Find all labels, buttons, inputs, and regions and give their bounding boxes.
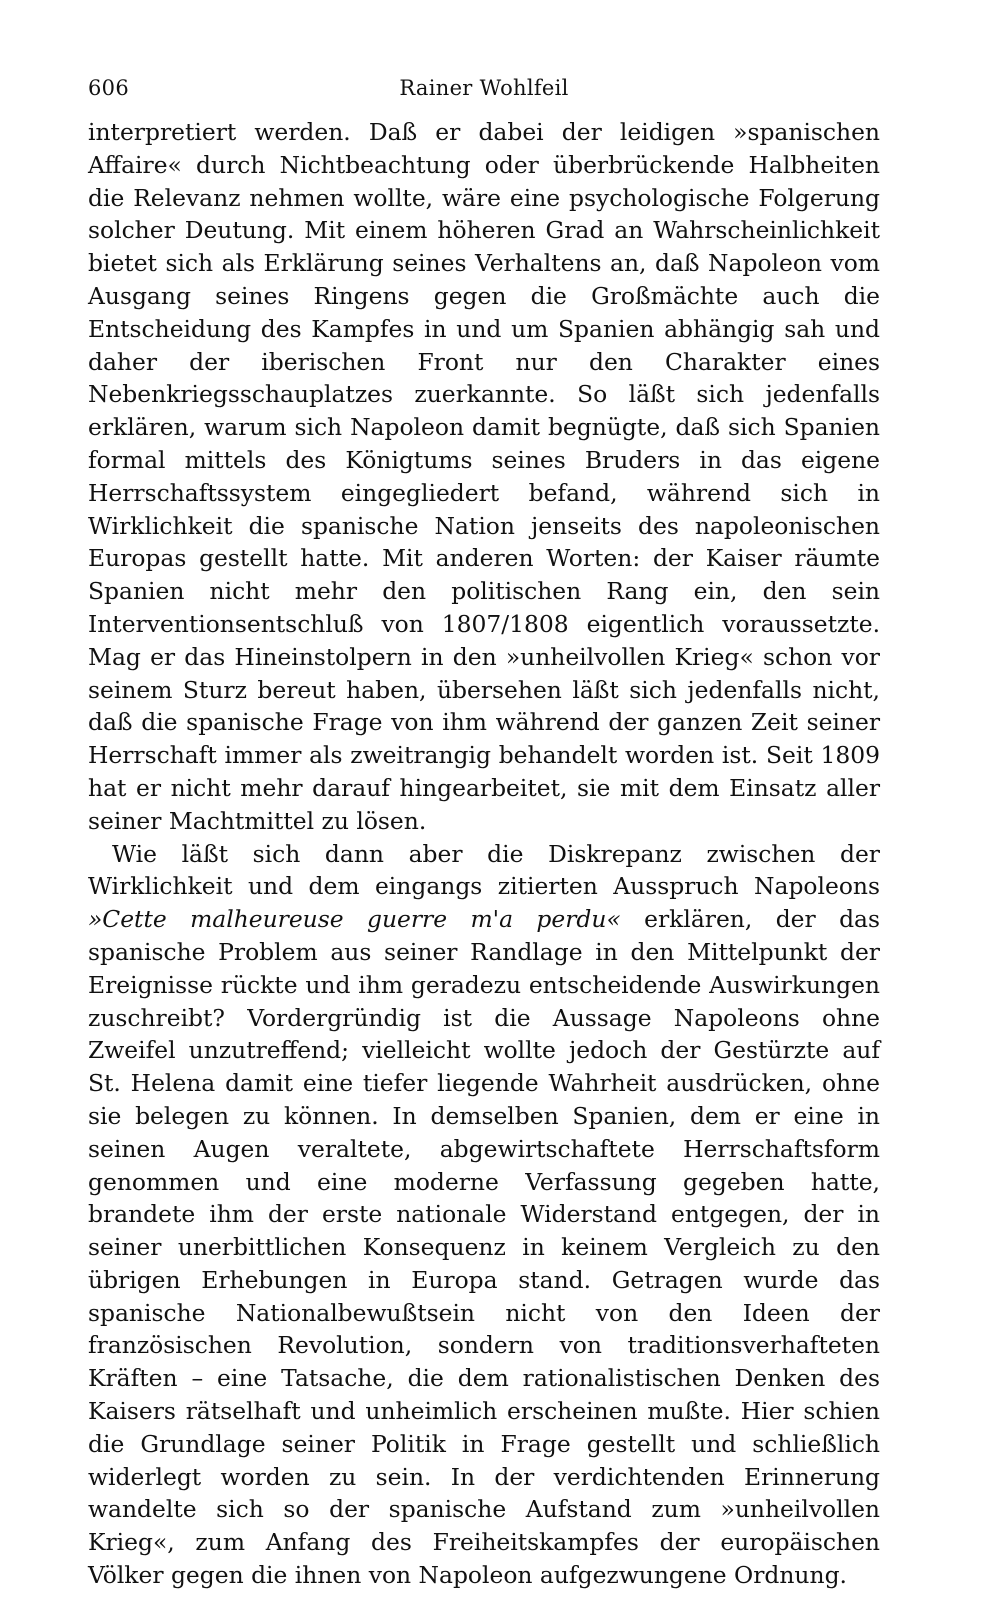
body-text [88, 116, 880, 1592]
page-number: 606 [88, 76, 129, 100]
paragraph-2-lead: Wie läßt sich dann aber die Diskrepanz zwischen der Wirklichkeit und dem eingangs zitierten Ausspruch Napoleons [88, 839, 880, 901]
paragraph-2-rest: erklären, der das spanische Problem aus seiner Randlage in den Mittelpunkt der Ereignisse rückte und ihm geradezu entscheidende Auswirkungen zuschreibt? Vordergründig ist die Aussage Napoleons ohne Zweifel unzutreffend; vielleicht wollte jedoch der Gestürzte auf St. Helena damit eine tiefer liegende Wahrheit ausdrücken, ohne sie belegen zu können. In demselben Spanien, dem er eine in seinen Augen veraltete, abgewirtschaftete Herrschaftsform genommen und eine moderne Verfassung gegeben hatte, brandete ihm der erste nationale Widerstand entgegen, der in seiner unerbittlichen Konsequenz in keinem Vergleich zu den übrigen Erhebungen in Europa stand. Getragen wurde das spanische Nationalbewußtsein nicht von den Ideen der französischen Revolution, sondern von traditionsverhafteten Kräften – eine Tatsache, die dem rationalistischen Denken des Kaisers rätselhaft und unheimlich erscheinen mußte. Hier schien die Grundlage seiner Politik in Frage gestellt und schließlich widerlegt worden zu sein. In der verdichtenden Erinnerung wandelte sich so der spanische Aufstand zum »unheilvollen Krieg«, zum Anfang des Freiheitskampfes der europäischen Völker gegen die ihnen von Napoleon aufgezwungene Ordnung. [88, 905, 881, 1590]
paragraph-1: interpretiert werden. Daß er dabei der leidigen »spanischen Affaire« durch Nichtbeachtung oder überbrückende Halbheiten die Relevanz nehmen wollte, wäre eine psychologische Folgerung solcher Deutung. Mit einem höheren Grad an Wahrscheinlichkeit bietet sich als Erklärung seines Verhaltens an, daß Napoleon vom Ausgang seines Ringens gegen die Großmächte auch die Entscheidung des Kampfes in und um Spanien abhängig sah und daher der iberischen Front nur den Charakter eines Nebenkriegsschauplatzes zuerkannte. So läßt sich jedenfalls erklären, warum sich Napoleon damit begnügte, daß sich Spanien formal mittels des Königtums seines Bruders in das eigene Herrschaftssystem eingegliedert befand, während sich in Wirklichkeit die spanische Nation jenseits des napoleonischen Europas gestellt hatte. Mit anderen Worten: der Kaiser räumte Spanien nicht mehr den politischen Rang ein, den sein Interventionsentschluß von 1807/1808 eigentlich voraussetzte. Mag er das Hineinstolpern in den »unheilvollen Krieg« schon vor seinem Sturz bereut haben, übersehen läßt sich jedenfalls nicht, daß die spanische Frage von ihm während der ganzen Zeit seiner Herrschaft immer als zweitrangig behandelt worden ist. Seit 1809 hat er nicht mehr darauf hingearbeitet, sie mit dem Einsatz aller seiner Machtmittel zu lösen. [88, 118, 880, 835]
page-header [88, 76, 880, 116]
running-head-author: Rainer Wohlfeil [399, 76, 569, 100]
book-page [88, 76, 880, 1592]
napoleon-quote: »Cette malheureuse guerre m'a perdu« [88, 905, 621, 934]
paragraph-2 [88, 838, 880, 1592]
